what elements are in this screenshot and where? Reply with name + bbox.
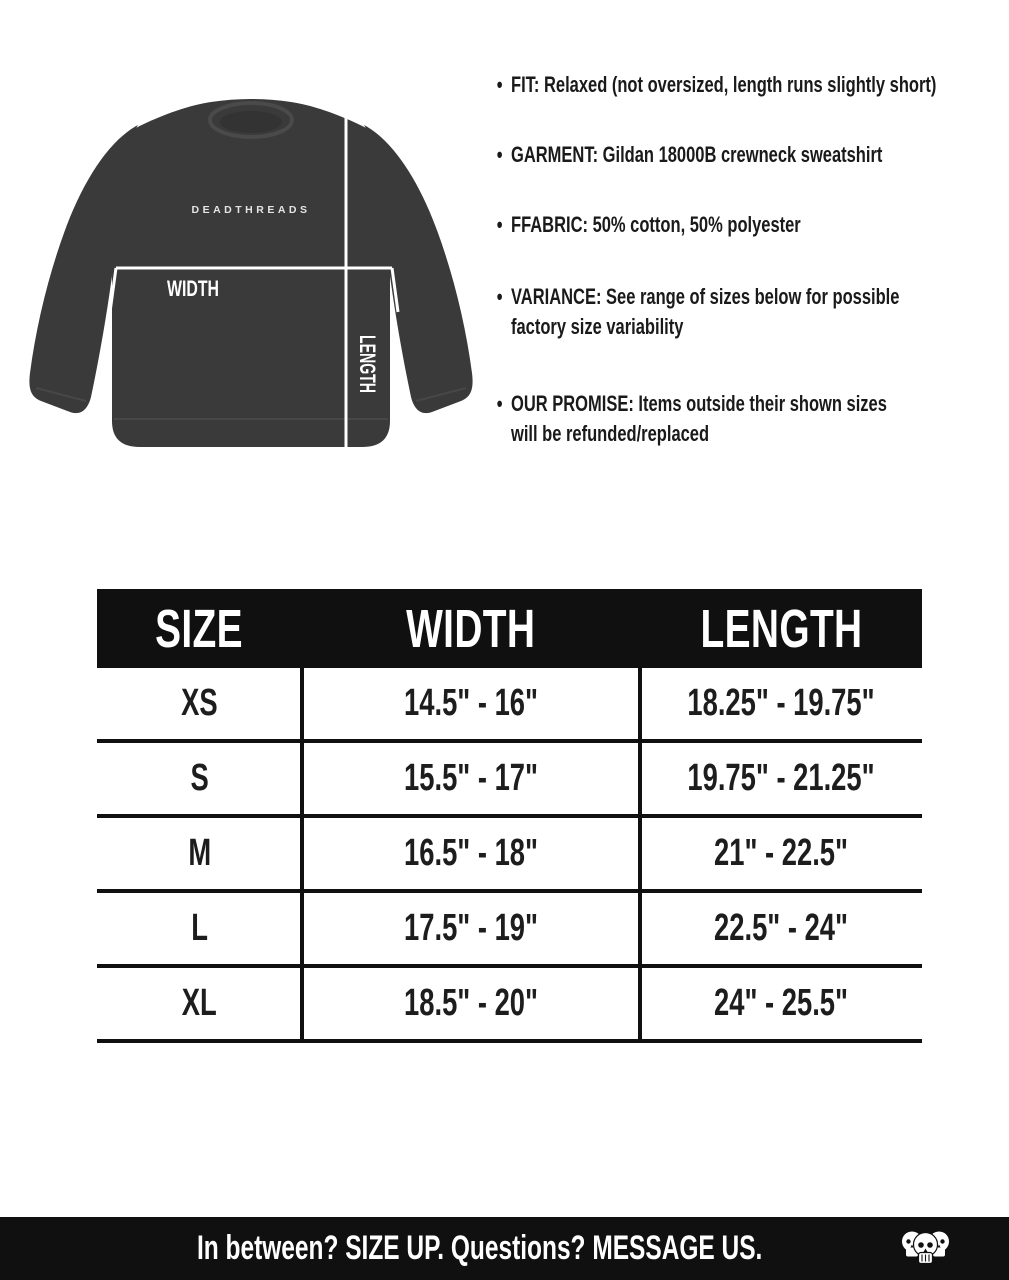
cell-length: 18.25" - 19.75"	[687, 682, 875, 724]
cell-size: L	[191, 907, 208, 949]
cell-width: 15.5" - 17"	[404, 757, 538, 799]
column-divider	[638, 668, 642, 1043]
detail-line: • FFABRIC: 50% cotton, 50% polyester	[511, 212, 801, 237]
product-details-list	[490, 70, 970, 489]
cell-size: M	[188, 832, 211, 874]
table-header	[97, 589, 922, 668]
table-row-l	[97, 893, 922, 968]
table-row-xl	[97, 968, 922, 1043]
garment-diagram	[10, 95, 480, 465]
cell-width: 14.5" - 16"	[404, 682, 538, 724]
table-body	[97, 668, 922, 1043]
header-size: SIZE	[155, 598, 244, 659]
footer-message: In between? SIZE UP. Questions? MESSAGE US.	[196, 1229, 763, 1267]
size-chart-table	[97, 589, 922, 1043]
detail-line: factory size variability	[511, 314, 684, 339]
cell-size: XS	[181, 682, 218, 724]
cell-length: 22.5" - 24"	[714, 907, 848, 949]
footer-bar	[0, 1217, 1009, 1280]
detail-line: • FIT: Relaxed (not oversized, length runs slightly short)	[511, 72, 937, 97]
detail-line: • VARIANCE: See range of sizes below for possible	[511, 284, 900, 309]
detail-line: • GARMENT: Gildan 18000B crewneck sweatshirt	[511, 142, 883, 167]
detail-fit	[490, 70, 970, 100]
column-divider	[300, 668, 304, 1043]
table-row-xs	[97, 668, 922, 743]
cell-length: 19.75" - 21.25"	[687, 757, 875, 799]
table-row-s	[97, 743, 922, 818]
width-measure-label: WIDTH	[167, 276, 219, 301]
cell-length: 24" - 25.5"	[714, 982, 848, 1024]
cell-size: S	[190, 757, 209, 799]
cell-width: 18.5" - 20"	[404, 982, 538, 1024]
detail-fabric	[490, 210, 970, 240]
detail-garment	[490, 140, 970, 170]
detail-line: will be refunded/replaced	[511, 421, 710, 446]
cell-length: 21" - 22.5"	[714, 832, 848, 874]
cell-size: XL	[182, 982, 217, 1024]
cell-width: 17.5" - 19"	[404, 907, 538, 949]
detail-promise	[490, 389, 970, 449]
detail-variance	[490, 282, 970, 342]
header-length: LENGTH	[700, 598, 862, 659]
skulls-icon	[898, 1224, 953, 1273]
brand-text: DEADTHREADS	[191, 204, 311, 216]
sweatshirt-graphic	[10, 95, 480, 465]
header-width: WIDTH	[406, 598, 536, 659]
length-measure-label: LENGTH	[355, 335, 380, 426]
table-row-m	[97, 818, 922, 893]
cell-width: 16.5" - 18"	[404, 832, 538, 874]
detail-line: • OUR PROMISE: Items outside their shown sizes	[511, 391, 887, 416]
